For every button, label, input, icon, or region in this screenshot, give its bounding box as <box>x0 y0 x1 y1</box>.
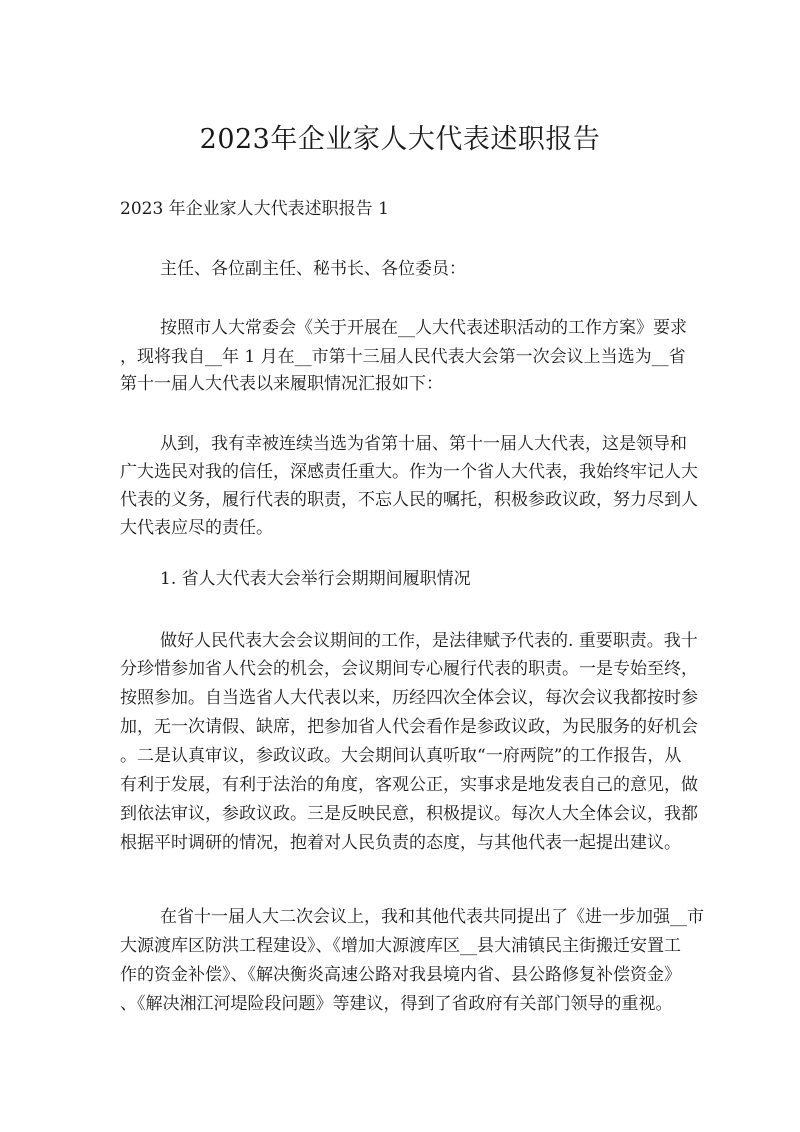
salutation: 主任、各位副主任、秘书长、各位委员： <box>160 259 466 279</box>
paragraph-3-line: 加，无一次请假、缺席，把参加省人代会看作是参政议政，为民服务的好机会 <box>120 717 698 737</box>
document-title: 2023年企业家人大代表述职报告 <box>199 124 601 155</box>
paragraph-1-line: 按照市人大常委会《关于开展在__人大代表述职活动的工作方案》要求 <box>160 318 687 338</box>
paragraph-3-line: 分珍惜参加省人代会的机会，会议期间专心履行代表的职责。一是专始至终， <box>120 659 698 679</box>
paragraph-3-line: 有利于发展，有利于法治的角度，客观公正，实事求是地发表自己的意见，做 <box>120 775 698 795</box>
paragraph-3-line: 根据平时调研的情况，抱着对人民负责的态度，与其他代表一起提出建议。 <box>120 833 681 853</box>
paragraph-4-line: 、《解决湘江河堤险段问题》等建议，得到了省政府有关部门领导的重视。 <box>120 994 673 1014</box>
paragraph-4-line: 作的资金补偿》、《解决衡炎高速公路对我县境内省、县公路修复补偿资金》 <box>120 965 681 985</box>
paragraph-2-line: 大代表应尽的责任。 <box>120 518 273 538</box>
paragraph-3-line: 到依法审议，参政议政。三是反映民意，积极提议。每次人大全体会议，我都 <box>120 804 698 824</box>
paragraph-1-line: 第十一届人大代表以来履职情况汇报如下： <box>120 374 443 394</box>
paragraph-2-line: 从到，我有幸被连续当选为省第十届、第十一届人大代表，这是领导和 <box>160 434 687 454</box>
paragraph-1-line: ，现将我自__年 1 月在__市第十三届人民代表大会第一次会议上当选为__省 <box>120 347 686 367</box>
paragraph-4-line: 在省十一届人大二次会议上，我和其他代表共同提出了《进一步加强__市 <box>160 907 704 927</box>
paragraph-3-line: 做好人民代表大会会议期间的工作，是法律赋予代表的. 重要职责。我十 <box>160 631 698 651</box>
paragraph-2-line: 广大选民对我的信任，深感责任重大。作为一个省人大代表，我始终牢记人大 <box>120 462 698 482</box>
report-subtitle: 2023 年企业家人大代表述职报告 1 <box>120 199 389 219</box>
paragraph-3-line: 按照参加。自当选省人大代表以来，历经四次全体会议，每次会议我都按时参 <box>120 688 698 708</box>
paragraph-3-line: 。二是认真审议，参政议政。大会期间认真听取“一府两院”的工作报告，从 <box>120 746 682 766</box>
paragraph-4-line: 大源渡库区防洪工程建设》、《增加大源渡库区__县大浦镇民主街搬迁安置工 <box>120 936 681 956</box>
section-1-heading: 1. 省人大代表大会举行会期期间履职情况 <box>160 569 471 589</box>
paragraph-2-line: 代表的义务，履行代表的职责，不忘人民的嘱托，积极参政议政，努力尽到人 <box>120 490 698 510</box>
